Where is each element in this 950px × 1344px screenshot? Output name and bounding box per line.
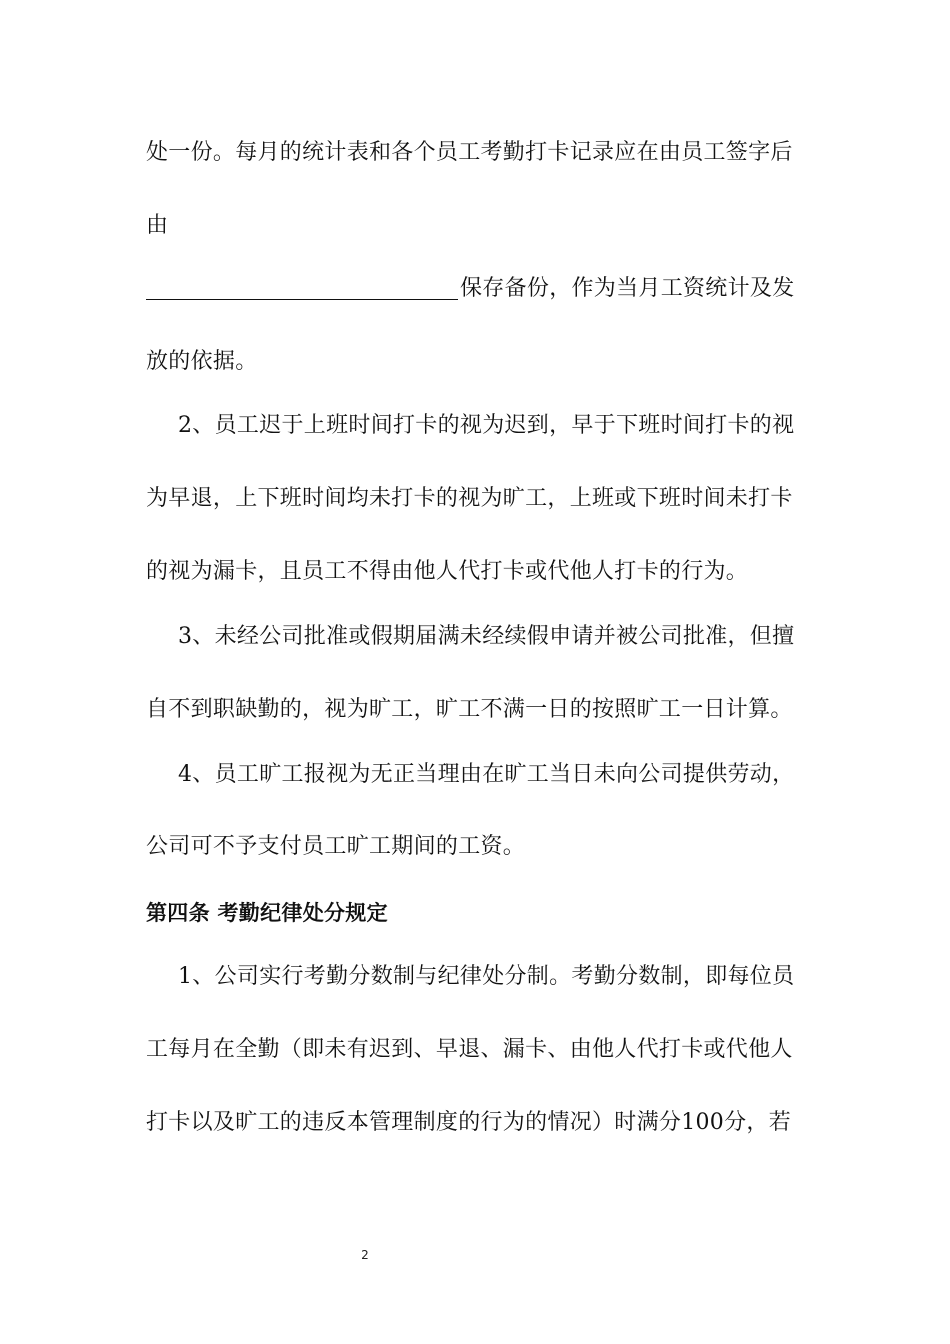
paragraph-line: 1、公司实行考勤分数制与纪律处分制。考勤分数制，即每位员	[178, 964, 795, 989]
paragraph-line-with-blank	[146, 274, 796, 304]
paragraph-line-text: 保存备份，作为当月工资统计及发	[460, 276, 795, 301]
paragraph-line: 打卡以及旷工的违反本管理制度的行为的情况）时满分100分，若	[146, 1110, 791, 1135]
paragraph-line: 工每月在全勤（即未有迟到、早退、漏卡、由他人代打卡或代他人	[146, 1037, 793, 1062]
paragraph-line: 的视为漏卡，且员工不得由他人代打卡或代他人打卡的行为。	[146, 559, 749, 584]
section-heading: 第四条 考勤纪律处分规定	[146, 901, 388, 925]
paragraph-line: 3、未经公司批准或假期届满未经续假申请并被公司批准，但擅	[178, 624, 795, 649]
paragraph-line: 自不到职缺勤的，视为旷工，旷工不满一日的按照旷工一日计算。	[146, 697, 793, 722]
page-number: 2	[361, 1248, 369, 1262]
paragraph-line: 由	[146, 213, 169, 238]
paragraph-line: 2、员工迟于上班时间打卡的视为迟到，早于下班时间打卡的视	[178, 413, 795, 438]
paragraph-line: 公司可不予支付员工旷工期间的工资。	[146, 834, 526, 859]
fill-in-blank	[146, 275, 458, 300]
paragraph-line: 处一份。每月的统计表和各个员工考勤打卡记录应在由员工签字后	[146, 140, 793, 165]
paragraph-line: 4、员工旷工报视为无正当理由在旷工当日未向公司提供劳动，	[178, 762, 795, 787]
paragraph-line: 为早退，上下班时间均未打卡的视为旷工，上班或下班时间未打卡	[146, 486, 793, 511]
paragraph-line: 放的依据。	[146, 349, 258, 374]
